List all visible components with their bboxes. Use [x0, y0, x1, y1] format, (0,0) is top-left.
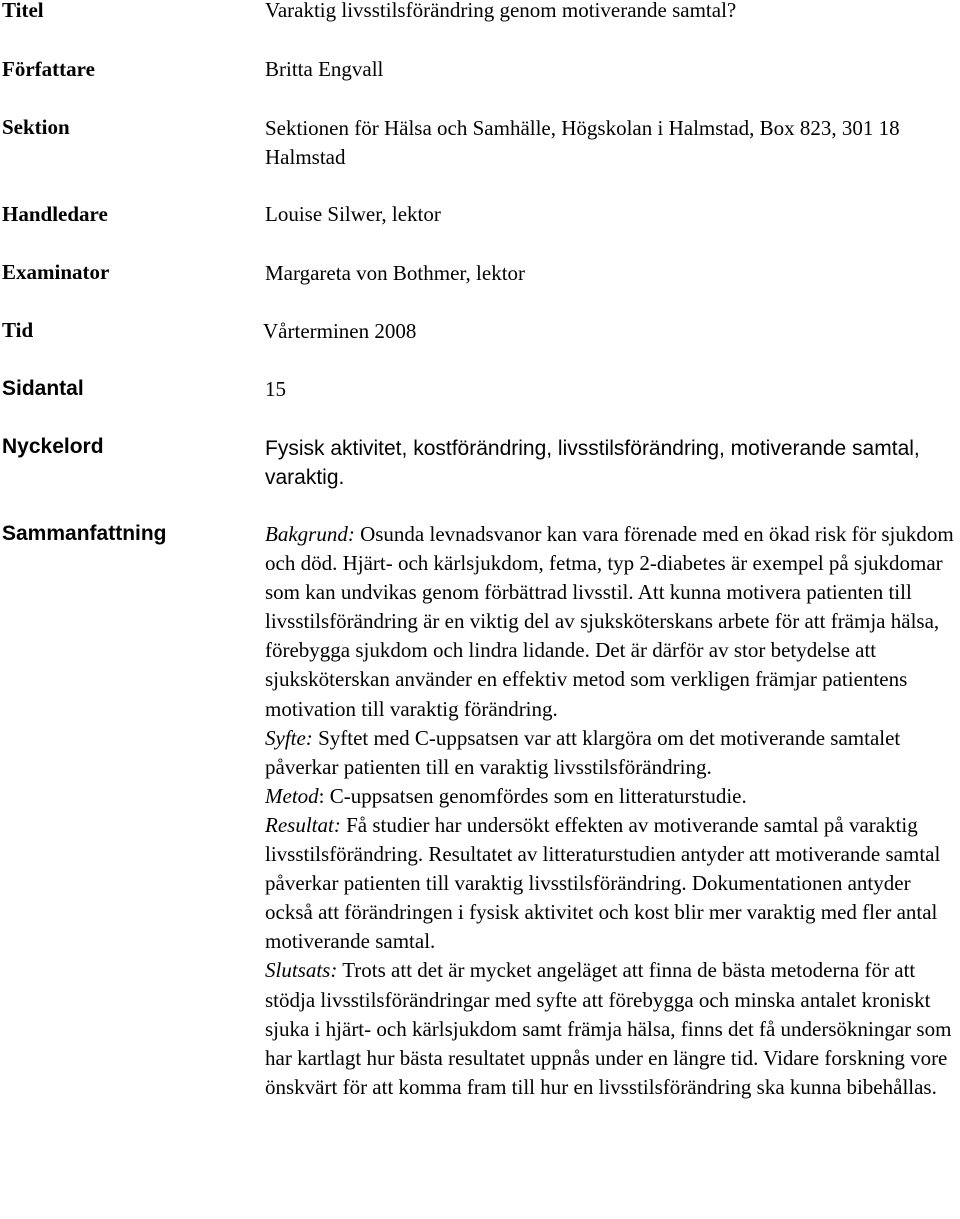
label-handledare: Handledare	[2, 202, 108, 226]
label-sidantal: Sidantal	[2, 377, 84, 400]
resultat-label: Resultat:	[265, 812, 341, 837]
summary-syfte	[265, 724, 957, 782]
summary-metod	[265, 782, 957, 811]
bakgrund-text: Osunda levnadsvanor kan vara förenade med en ökad risk för sjukdom och död. Hjärt- och kärlsjukdom, fetma, typ 2-diabetes är exempel på sjukdomar som kan undvikas genom förbättrad livsstil. Att kunna motivera patienten till livsstilsförändring är en viktig del av sjuksköterskans arbete för att främja hälsa, förebygga sjukdom och lindra lidande. Det är därför av stor betydelse att sjuksköterskan använder en effektiv metod som verkligen främjar patientens motivation till varaktig förändring.	[265, 522, 954, 721]
value-handledare: Louise Silwer, lektor	[265, 202, 441, 226]
bakgrund-label: Bakgrund:	[265, 522, 355, 546]
syfte-text: Syftet med C-uppsatsen var att klargöra om det motiverande samtalet påverkar patienten till en varaktig livsstilsförändring.	[265, 725, 901, 779]
summary-text	[265, 520, 957, 1102]
label-sektion: Sektion	[2, 115, 70, 139]
value-tid: Vårterminen 2008	[263, 319, 417, 343]
resultat-text: Få studier har undersökt effekten av motiverande samtal på varaktig livsstilsförändring. Resultatet av litteraturstudien antyder att motiverande samtal påverkar patienten till varaktig livsstilsförändring. Dokumentationen antyder också att förändringen i fysisk aktivitet och kost blir mer varaktig med fler antal motiverande samtal.	[265, 812, 941, 954]
label-titel: Titel	[2, 0, 44, 22]
value-examinator: Margareta von Bothmer, lektor	[265, 261, 526, 285]
label-examinator: Examinator	[2, 260, 110, 284]
value-sektion: Sektionen för Hälsa och Samhälle, Högskolan i Halmstad, Box 823, 301 18 Halmstad	[265, 116, 900, 169]
summary-resultat	[265, 811, 957, 956]
value-nyckelord: Fysisk aktivitet, kostförändring, livsstilsförändring, motiverande samtal, varaktig.	[265, 437, 920, 489]
label-sammanfattning: Sammanfattning	[2, 522, 167, 545]
value-sidantal: 15	[265, 377, 286, 401]
summary-bakgrund	[265, 520, 957, 724]
value-titel: Varaktig livsstilsförändring genom motiverande samtal?	[265, 0, 737, 22]
metod-label: Metod	[265, 783, 319, 808]
summary-slutsats	[265, 956, 957, 1101]
value-forfattare: Britta Engvall	[265, 57, 384, 81]
slutsats-text: Trots att det är mycket angeläget att finna de bästa metoderna för att stödja livsstilsförändringar med syfte att förebygga och minska antalet kroniskt sjuka i hjärt- och kärlsjukdom samt främja hälsa, finns det få undersökningar som har kartlagt hur bästa resultatet uppnås under en längre tid. Vidare forskning vore önskvärt för att komma fram till hur en livsstilsförändring ska kunna bibehållas.	[265, 958, 952, 1099]
label-tid: Tid	[2, 318, 34, 342]
slutsats-label: Slutsats:	[265, 958, 338, 983]
syfte-label: Syfte:	[265, 725, 313, 750]
metod-text: : C-uppsatsen genomfördes som en litteraturstudie.	[318, 783, 747, 808]
label-forfattare: Författare	[2, 57, 95, 81]
label-nyckelord: Nyckelord	[2, 435, 104, 458]
